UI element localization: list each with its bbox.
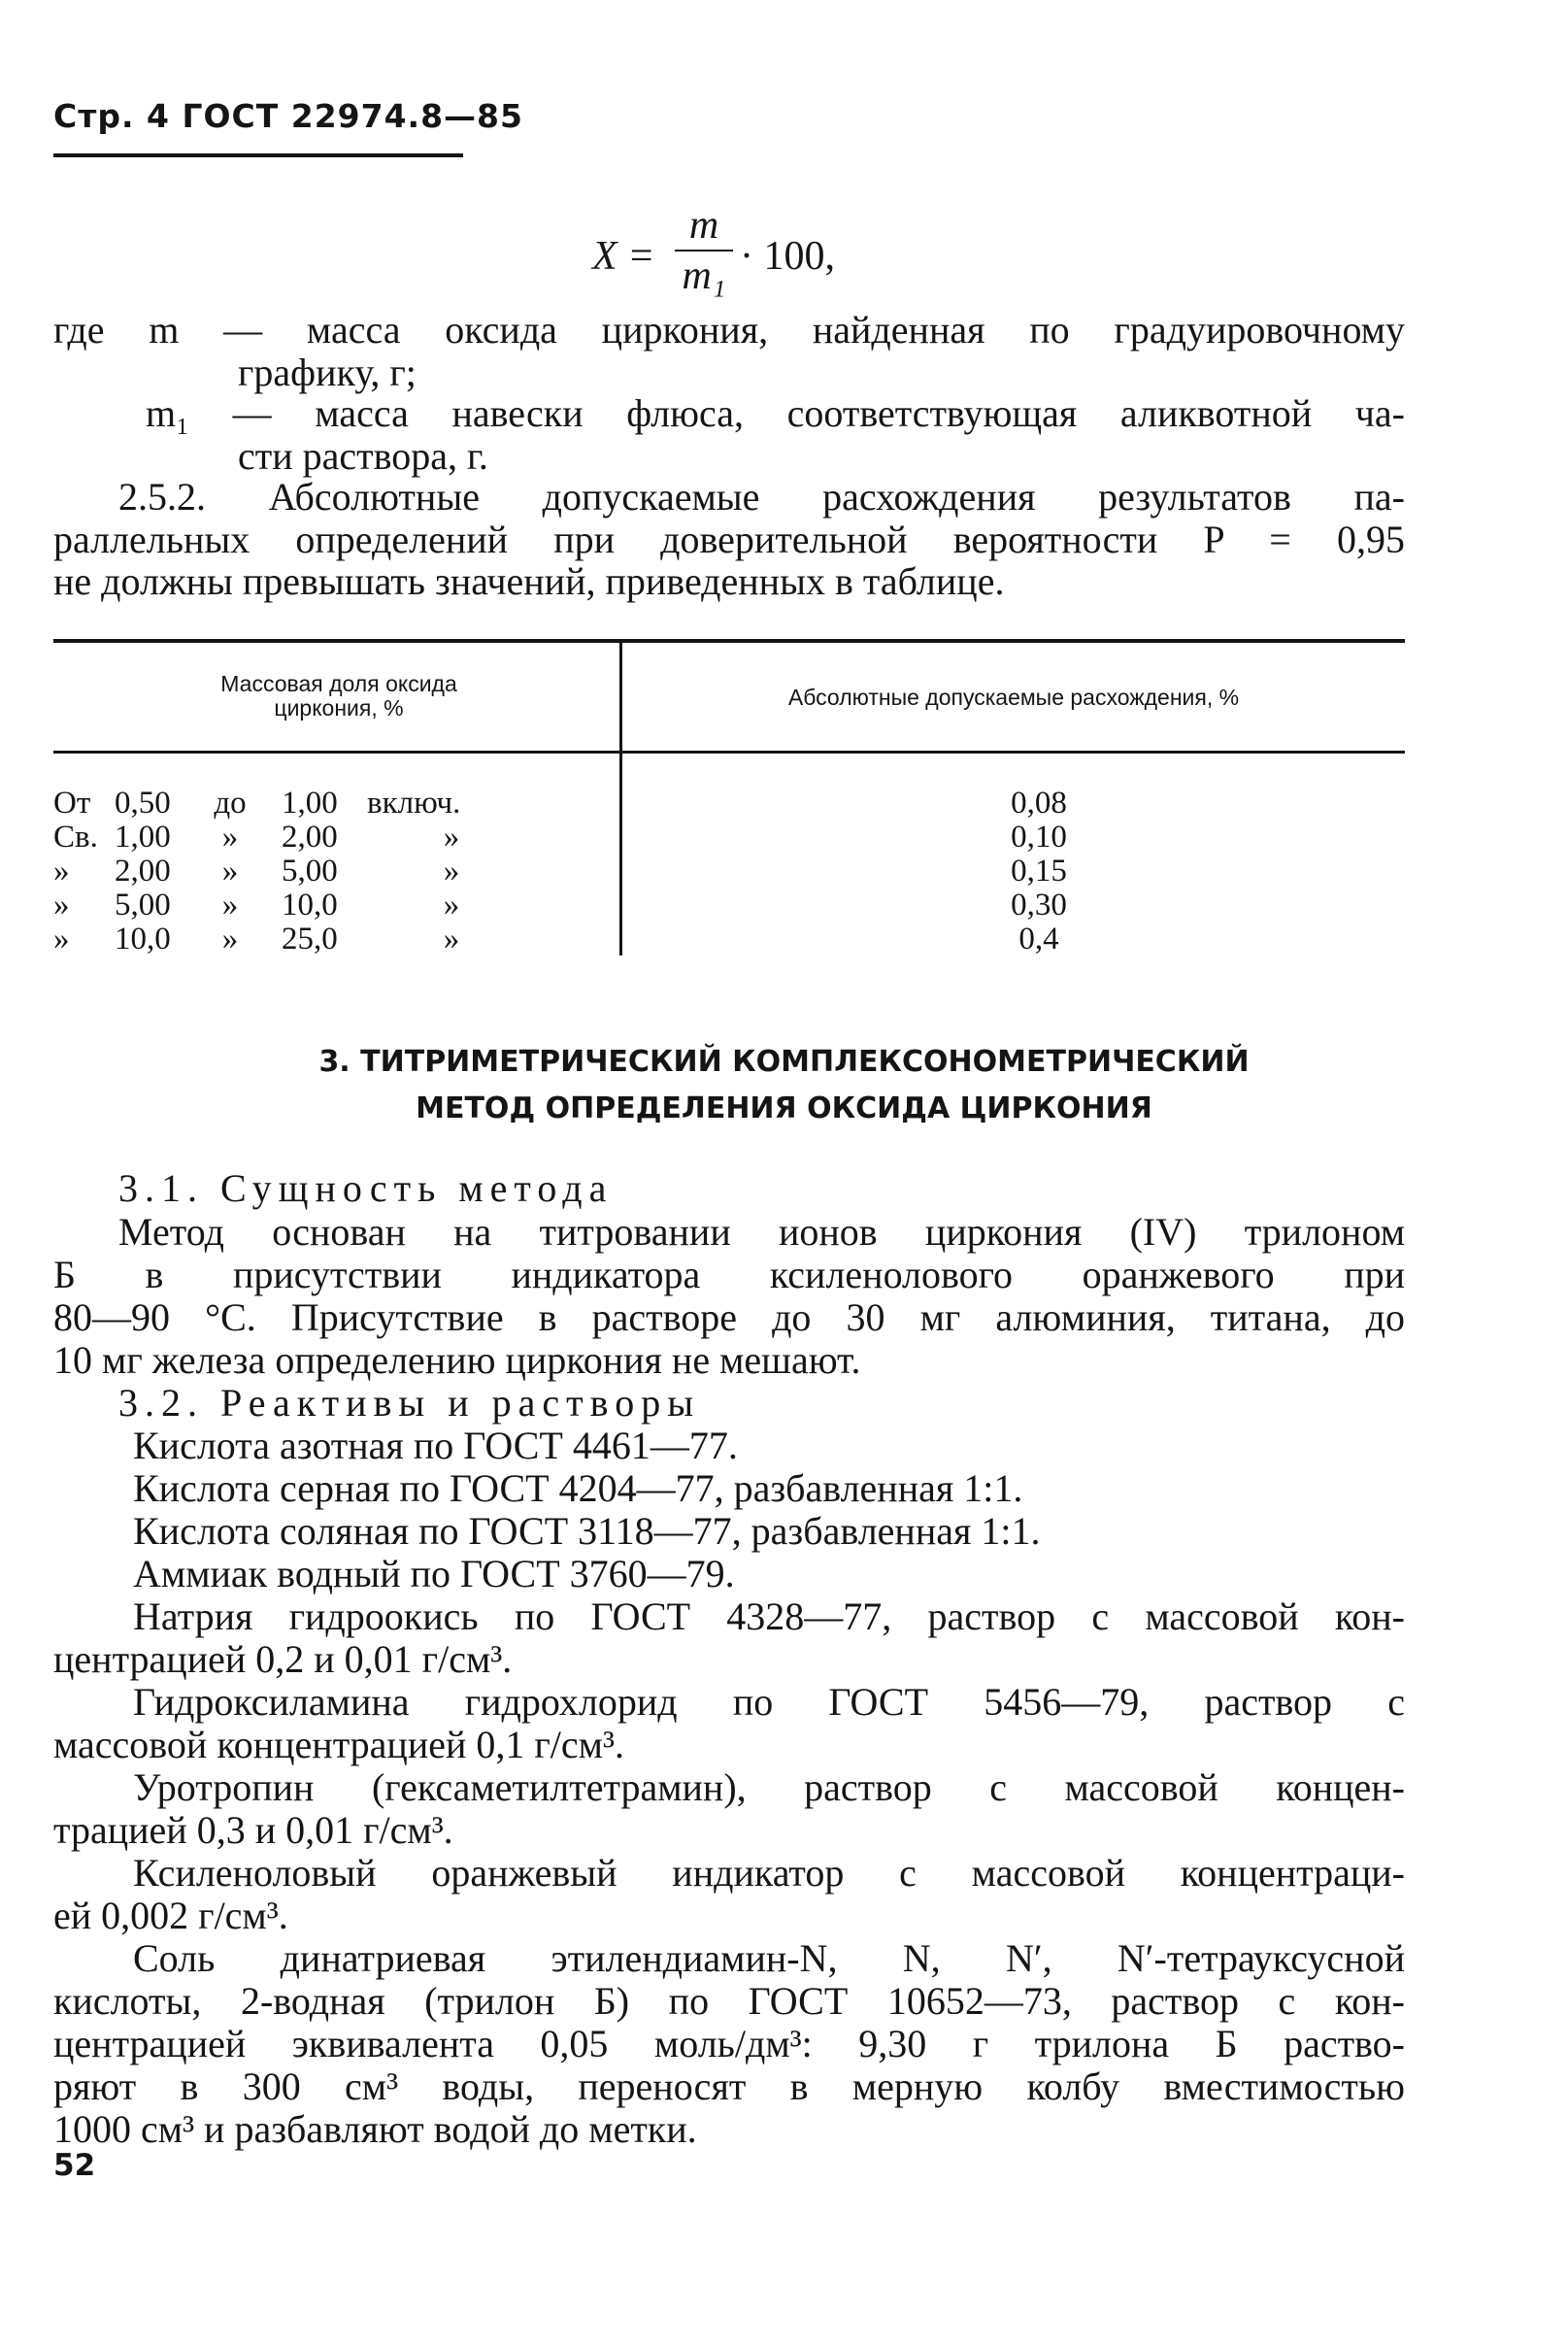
table-cell-sep: »	[221, 922, 239, 956]
table-cell-value: 0,10	[1011, 820, 1067, 855]
formula-numerator: m	[688, 203, 719, 248]
table-cell-from: 0,50	[115, 786, 171, 821]
definition-line: графику, г;	[238, 351, 417, 394]
table-cell-value: 0,4	[1018, 922, 1059, 956]
table-cell-suffix: »	[443, 820, 460, 855]
paragraph-line: 10 мг железа определению циркония не мешают.	[53, 1338, 861, 1382]
formula-rhs: · 100,	[740, 234, 835, 279]
paragraph-line: 80—90 °С. Присутствие в растворе до 30 мг алюминия, титана, до	[53, 1295, 1405, 1339]
reagent-line: массовой концентрацией 0,1 г/см³.	[53, 1723, 624, 1766]
table-cell-prefix: От	[53, 786, 91, 821]
table-cell-to: 25,0	[282, 922, 338, 956]
table-cell-suffix: включ.	[367, 786, 461, 821]
table-cell-prefix: »	[53, 888, 70, 923]
reagent-line: Кислота серная по ГОСТ 4204—77, разбавленная 1:1.	[133, 1466, 1023, 1510]
paragraph-line: 2.5.2. Абсолютные допускаемые расхождения результатов па-	[118, 475, 1405, 519]
formula-denominator: m₁	[682, 253, 726, 298]
reagent-line: Гидроксиламина гидрохлорид по ГОСТ 5456—79, раствор с	[133, 1680, 1405, 1724]
section-title: 3. ТИТРИМЕТРИЧЕСКИЙ КОМПЛЕКСОНОМЕТРИЧЕСКИЙ	[318, 1045, 1250, 1079]
table-cell-from: 10,0	[115, 922, 171, 956]
col1-header-line: циркония, %	[274, 695, 404, 721]
formula-lhs: X =	[592, 234, 655, 279]
subsection-heading: 3.1. Сущность метода	[118, 1166, 614, 1210]
table-top-rule	[53, 639, 1405, 643]
reagent-line: ей 0,002 г/см³.	[53, 1894, 288, 1937]
formula-fraction	[675, 204, 733, 297]
paragraph-line: раллельных определений при доверительной вероятности P = 0,95	[53, 518, 1405, 561]
reagent-line: Кислота азотная по ГОСТ 4461—77.	[133, 1424, 738, 1467]
reagent-line: Аммиак водный по ГОСТ 3760—79.	[133, 1552, 735, 1595]
subsection-heading: 3.2. Реактивы и растворы	[118, 1381, 701, 1425]
definition-line: m₁ — масса навески флюса, соответствующая аликвотной ча-	[146, 391, 1405, 435]
table-cell-from: 2,00	[115, 854, 171, 889]
table-header-col2: Абсолютные допускаемые расхождения, %	[787, 685, 1240, 710]
table-cell-prefix: »	[53, 922, 70, 956]
reagent-line: ряют в 300 см³ воды, переносят в мерную колбу вместимостью	[53, 2064, 1405, 2108]
definition-line: сти раствора, г.	[238, 434, 488, 478]
table-cell-sep: »	[221, 888, 239, 923]
page-number: 52	[53, 2148, 96, 2183]
paragraph-line: Метод основан на титровании ионов циркония (IV) трилоном	[118, 1210, 1405, 1254]
table-cell-to: 1,00	[282, 786, 338, 821]
table-cell-value: 0,08	[1011, 786, 1067, 821]
table-cell-to: 10,0	[282, 888, 338, 923]
reagent-line: центрацией 0,2 и 0,01 г/см³.	[53, 1637, 513, 1681]
table-cell-prefix: Св.	[53, 820, 98, 855]
reagent-line: Уротропин (гексаметилтетрамин), раствор с массовой концен-	[133, 1765, 1405, 1809]
page-header: Стр. 4 ГОСТ 22974.8—85	[53, 97, 523, 135]
table-cell-value: 0,15	[1011, 854, 1067, 889]
reagent-line: центрацией эквивалента 0,05 моль/дм³: 9,30 г трилона Б раство-	[53, 2022, 1405, 2065]
reagent-line: Соль динатриевая этилендиамин-N, N, N′, N′-тетрауксусной	[133, 1936, 1405, 1980]
definition-line: где m — масса оксида циркония, найденная по градуировочному	[53, 308, 1405, 352]
table-cell-prefix: »	[53, 854, 70, 889]
header-rule	[53, 153, 463, 157]
paragraph-line: не должны превышать значений, приведенных в таблице.	[53, 559, 1005, 603]
col1-header-line: Массовая доля оксида	[220, 671, 457, 696]
table-cell-suffix: »	[443, 922, 460, 956]
table-cell-value: 0,30	[1011, 888, 1067, 923]
paragraph-line: Б в присутствии индикатора ксиленолового оранжевого при	[53, 1253, 1405, 1296]
reagent-line: Кислота соляная по ГОСТ 3118—77, разбавленная 1:1.	[133, 1509, 1041, 1553]
table-cell-from: 5,00	[115, 888, 171, 923]
table-cell-to: 2,00	[282, 820, 338, 855]
reagent-line: трацией 0,3 и 0,01 г/см³.	[53, 1808, 453, 1852]
table-cell-to: 5,00	[282, 854, 338, 889]
reagent-line: Ксиленоловый оранжевый индикатор с массовой концентраци-	[133, 1851, 1405, 1895]
table-header-col1	[58, 672, 619, 721]
table-cell-sep: »	[221, 854, 239, 889]
table-cell-sep: до	[214, 786, 247, 821]
table-header-rule	[53, 751, 1405, 754]
reagent-line: Натрия гидроокись по ГОСТ 4328—77, раствор с массовой кон-	[133, 1594, 1405, 1638]
table-cell-from: 1,00	[115, 820, 171, 855]
reagent-line: кислоты, 2-водная (трилон Б) по ГОСТ 10652—73, раствор с кон-	[53, 1979, 1405, 2023]
fraction-bar	[675, 250, 733, 252]
section-title: МЕТОД ОПРЕДЕЛЕНИЯ ОКСИДА ЦИРКОНИЯ	[416, 1091, 1152, 1125]
table-cell-suffix: »	[443, 854, 460, 889]
table-cell-sep: »	[221, 820, 239, 855]
reagent-line: 1000 см³ и разбавляют водой до метки.	[53, 2107, 697, 2151]
table-cell-suffix: »	[443, 888, 460, 923]
